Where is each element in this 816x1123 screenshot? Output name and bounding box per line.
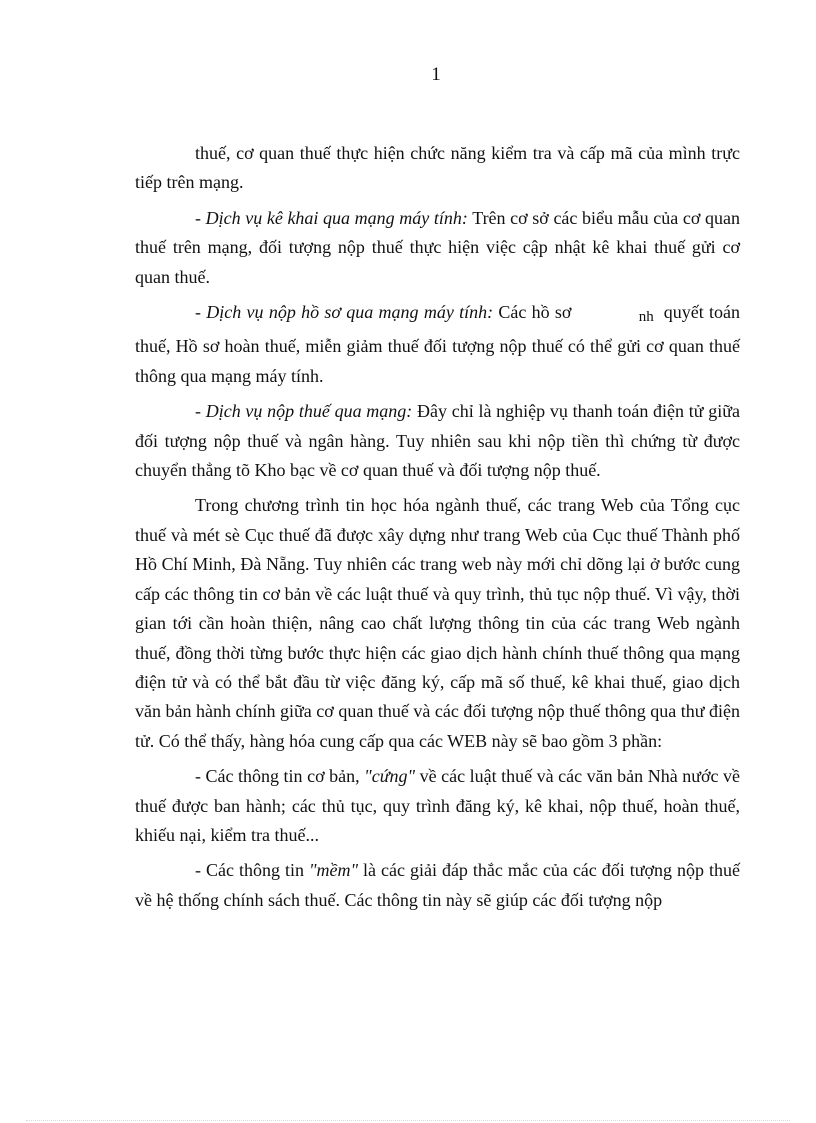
paragraph-6-italic-term: "cứng" <box>364 766 416 787</box>
paragraph-2-italic-lead: - Dịch vụ kê khai qua mạng máy tính: <box>195 207 468 228</box>
paragraph-3-text-after: quyết toán thuế, Hồ sơ hoàn thuế, miễn giảm thuế đối tượng nộp thuế có thể gửi cơ quan thuế thông qua mạng máy tính. <box>135 302 740 386</box>
paragraph-6 <box>135 762 740 850</box>
paragraph-7-text-before: - Các thông tin <box>195 860 309 881</box>
paragraph-1-text: thuế, cơ quan thuế thực hiện chức năng kiểm tra và cấp mã của mình trực tiếp trên mạng. <box>135 143 740 193</box>
paragraph-4-italic-lead: - Dịch vụ nộp thuế qua mạng: <box>195 401 413 422</box>
paragraph-7-text-after: là các giải đáp thắc mắc của các đối tượng nộp thuế về hệ thống chính sách thuế. Các thông tin này sẽ giúp các đối tượng nộp <box>135 860 740 910</box>
page-bottom-divider <box>26 1120 790 1121</box>
paragraph-3-italic-lead: - Dịch vụ nộp hồ sơ qua mạng máy tính: <box>195 302 494 323</box>
paragraph-4 <box>135 397 740 485</box>
paragraph-7 <box>135 856 740 915</box>
paragraph-2-text: Trên cơ sở các biểu mẫu của cơ quan thuế trên mạng, đối tượng nộp thuế thực hiện việc cập nhật kê khai thuế gửi cơ quan thuế. <box>135 207 740 287</box>
paragraph-1 <box>135 139 740 198</box>
paragraph-6-text-after: về các luật thuế và các văn bản Nhà nước về thuế được ban hành; các thủ tục, quy trình đăng ký, kê khai, nộp thuế, hoàn thuế, khiếu nại, kiểm tra thuế... <box>135 766 740 845</box>
paragraph-3 <box>135 298 740 391</box>
page-number: 1 <box>431 64 441 85</box>
paragraph-3-small-fragment: nh <box>638 309 654 326</box>
paragraph-3-text-before: Các hồ sơ <box>493 302 572 323</box>
paragraph-2 <box>135 204 740 292</box>
document-body <box>135 139 740 921</box>
paragraph-5 <box>135 491 740 756</box>
paragraph-7-italic-term: "mềm" <box>308 860 359 881</box>
paragraph-5-text: Trong chương trình tin học hóa ngành thuế, các trang Web của Tổng cục thuế và mét sè Cục thuế đã được xây dựng như trang Web của Cục thuế Thành phố Hồ Chí Minh, Đà Nẵng. Tuy nhiên các trang web này mới chỉ dõng lại ở bước cung cấp các thông tin cơ bản về các luật thuế và quy trình, thủ tục nộp thuế. Vì vậy, thời gian tới cần hoàn thiện, nâng cao chất lượng thông tin của các trang Web ngành thuế, đồng thời từng bước thực hiện các giao dịch hành chính thuế thông qua mạng điện tử và có thể bắt đầu từ việc đăng ký, cấp mã số thuế, kê khai thuế, giao dịch văn bản hành chính giữa cơ quan thuế và các đối tượng nộp thuế thông qua thư điện tử. Có thể thấy, hàng hóa cung cấp qua các WEB này sẽ bao gồm 3 phần: <box>135 495 740 751</box>
paragraph-6-text-before: - Các thông tin cơ bản, <box>195 766 365 787</box>
paragraph-4-text: Đây chỉ là nghiệp vụ thanh toán điện tử giữa đối tượng nộp thuế và ngân hàng. Tuy nhiên sau khi nộp tiền thì chứng từ được chuyển thẳng tõ Kho bạc về cơ quan thuế và đối tượng nộp thuế. <box>135 401 740 481</box>
